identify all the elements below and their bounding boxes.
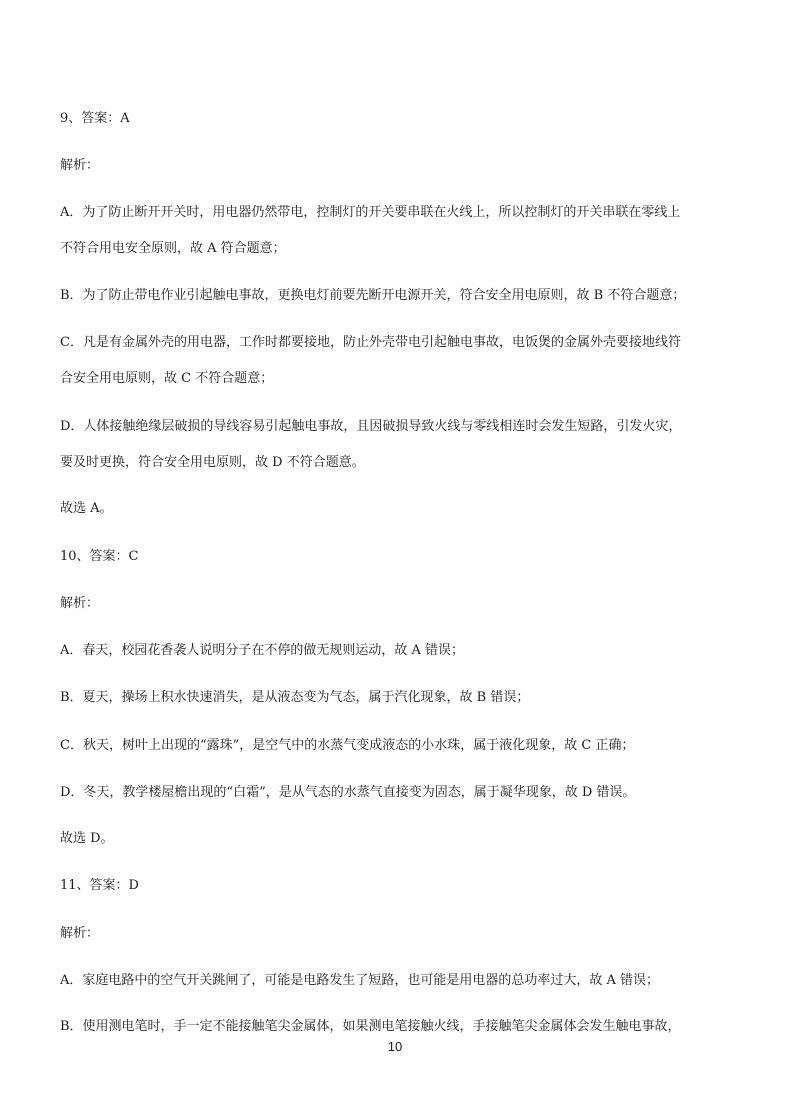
q9-option-c-line1: C．凡是有金属外壳的用电器，工作时都要接地，防止外壳带电引起触电事故，电饭煲的金属外壳要接地线符 [60, 335, 681, 350]
q9-option-d-line2: 要及时更换，符合安全用电原则，故 D 不符合题意。 [60, 455, 365, 470]
q9-option-d-line1: D．人体接触绝缘层破损的导线容易引起触电事故，且因破损导致火线与零线相连时会发生短路，引发火灾， [60, 419, 682, 434]
q10-option-c-line1: C．秋天，树叶上出现的“露珠”，是空气中的水蒸气变成液态的小水珠，属于液化现象，故 C 正确； [60, 738, 635, 753]
q9-conclusion: 故选 A。 [60, 501, 113, 516]
q9-option-a-line2: 不符合用电安全原则，故 A 符合题意； [60, 241, 286, 256]
q9-option-a-line1: A．为了防止断开开关时，用电器仍然带电，控制灯的开关要串联在火线上，所以控制灯的开关串联在零线上 [60, 205, 681, 220]
q9-option-c-line2: 合安全用电原则，故 C 不符合题意； [60, 371, 274, 386]
page-number: 10 [387, 1039, 403, 1054]
q11-answer: 11、答案：D [60, 878, 139, 893]
q11-analysis-label: 解析： [60, 926, 100, 941]
q10-conclusion: 故选 D。 [60, 831, 114, 846]
q11-option-a-line1: A．家庭电路中的空气开关跳闸了，可能是电路发生了短路，也可能是用电器的总功率过大，故 A 错误； [60, 973, 660, 988]
q9-option-b-line1: B．为了防止带电作业引起触电事故，更换电灯前要先断开电源开关，符合安全用电原则，故 B 不符合题意； [60, 288, 686, 303]
q11-option-b-line1: B．使用测电笔时，手一定不能接触笔尖金属体，如果测电笔接触火线，手接触笔尖金属体会发生触电事故， [60, 1019, 681, 1034]
q10-option-a-line1: A．春天，校园花香袭人说明分子在不停的做无规则运动，故 A 错误； [60, 643, 465, 658]
q10-answer: 10、答案：C [60, 549, 139, 564]
q9-answer: 9、答案：A [60, 111, 130, 126]
q10-option-b-line1: B．夏天，操场上积水快速消失，是从液态变为气态，属于汽化现象，故 B 错误； [60, 690, 530, 705]
q10-option-d-line1: D．冬天，教学楼屋檐出现的“白霜”，是从气态的水蒸气直接变为固态，属于凝华现象，故 D 错误。 [60, 785, 636, 800]
q9-analysis-label: 解析： [60, 158, 100, 173]
q10-analysis-label: 解析： [60, 596, 100, 611]
